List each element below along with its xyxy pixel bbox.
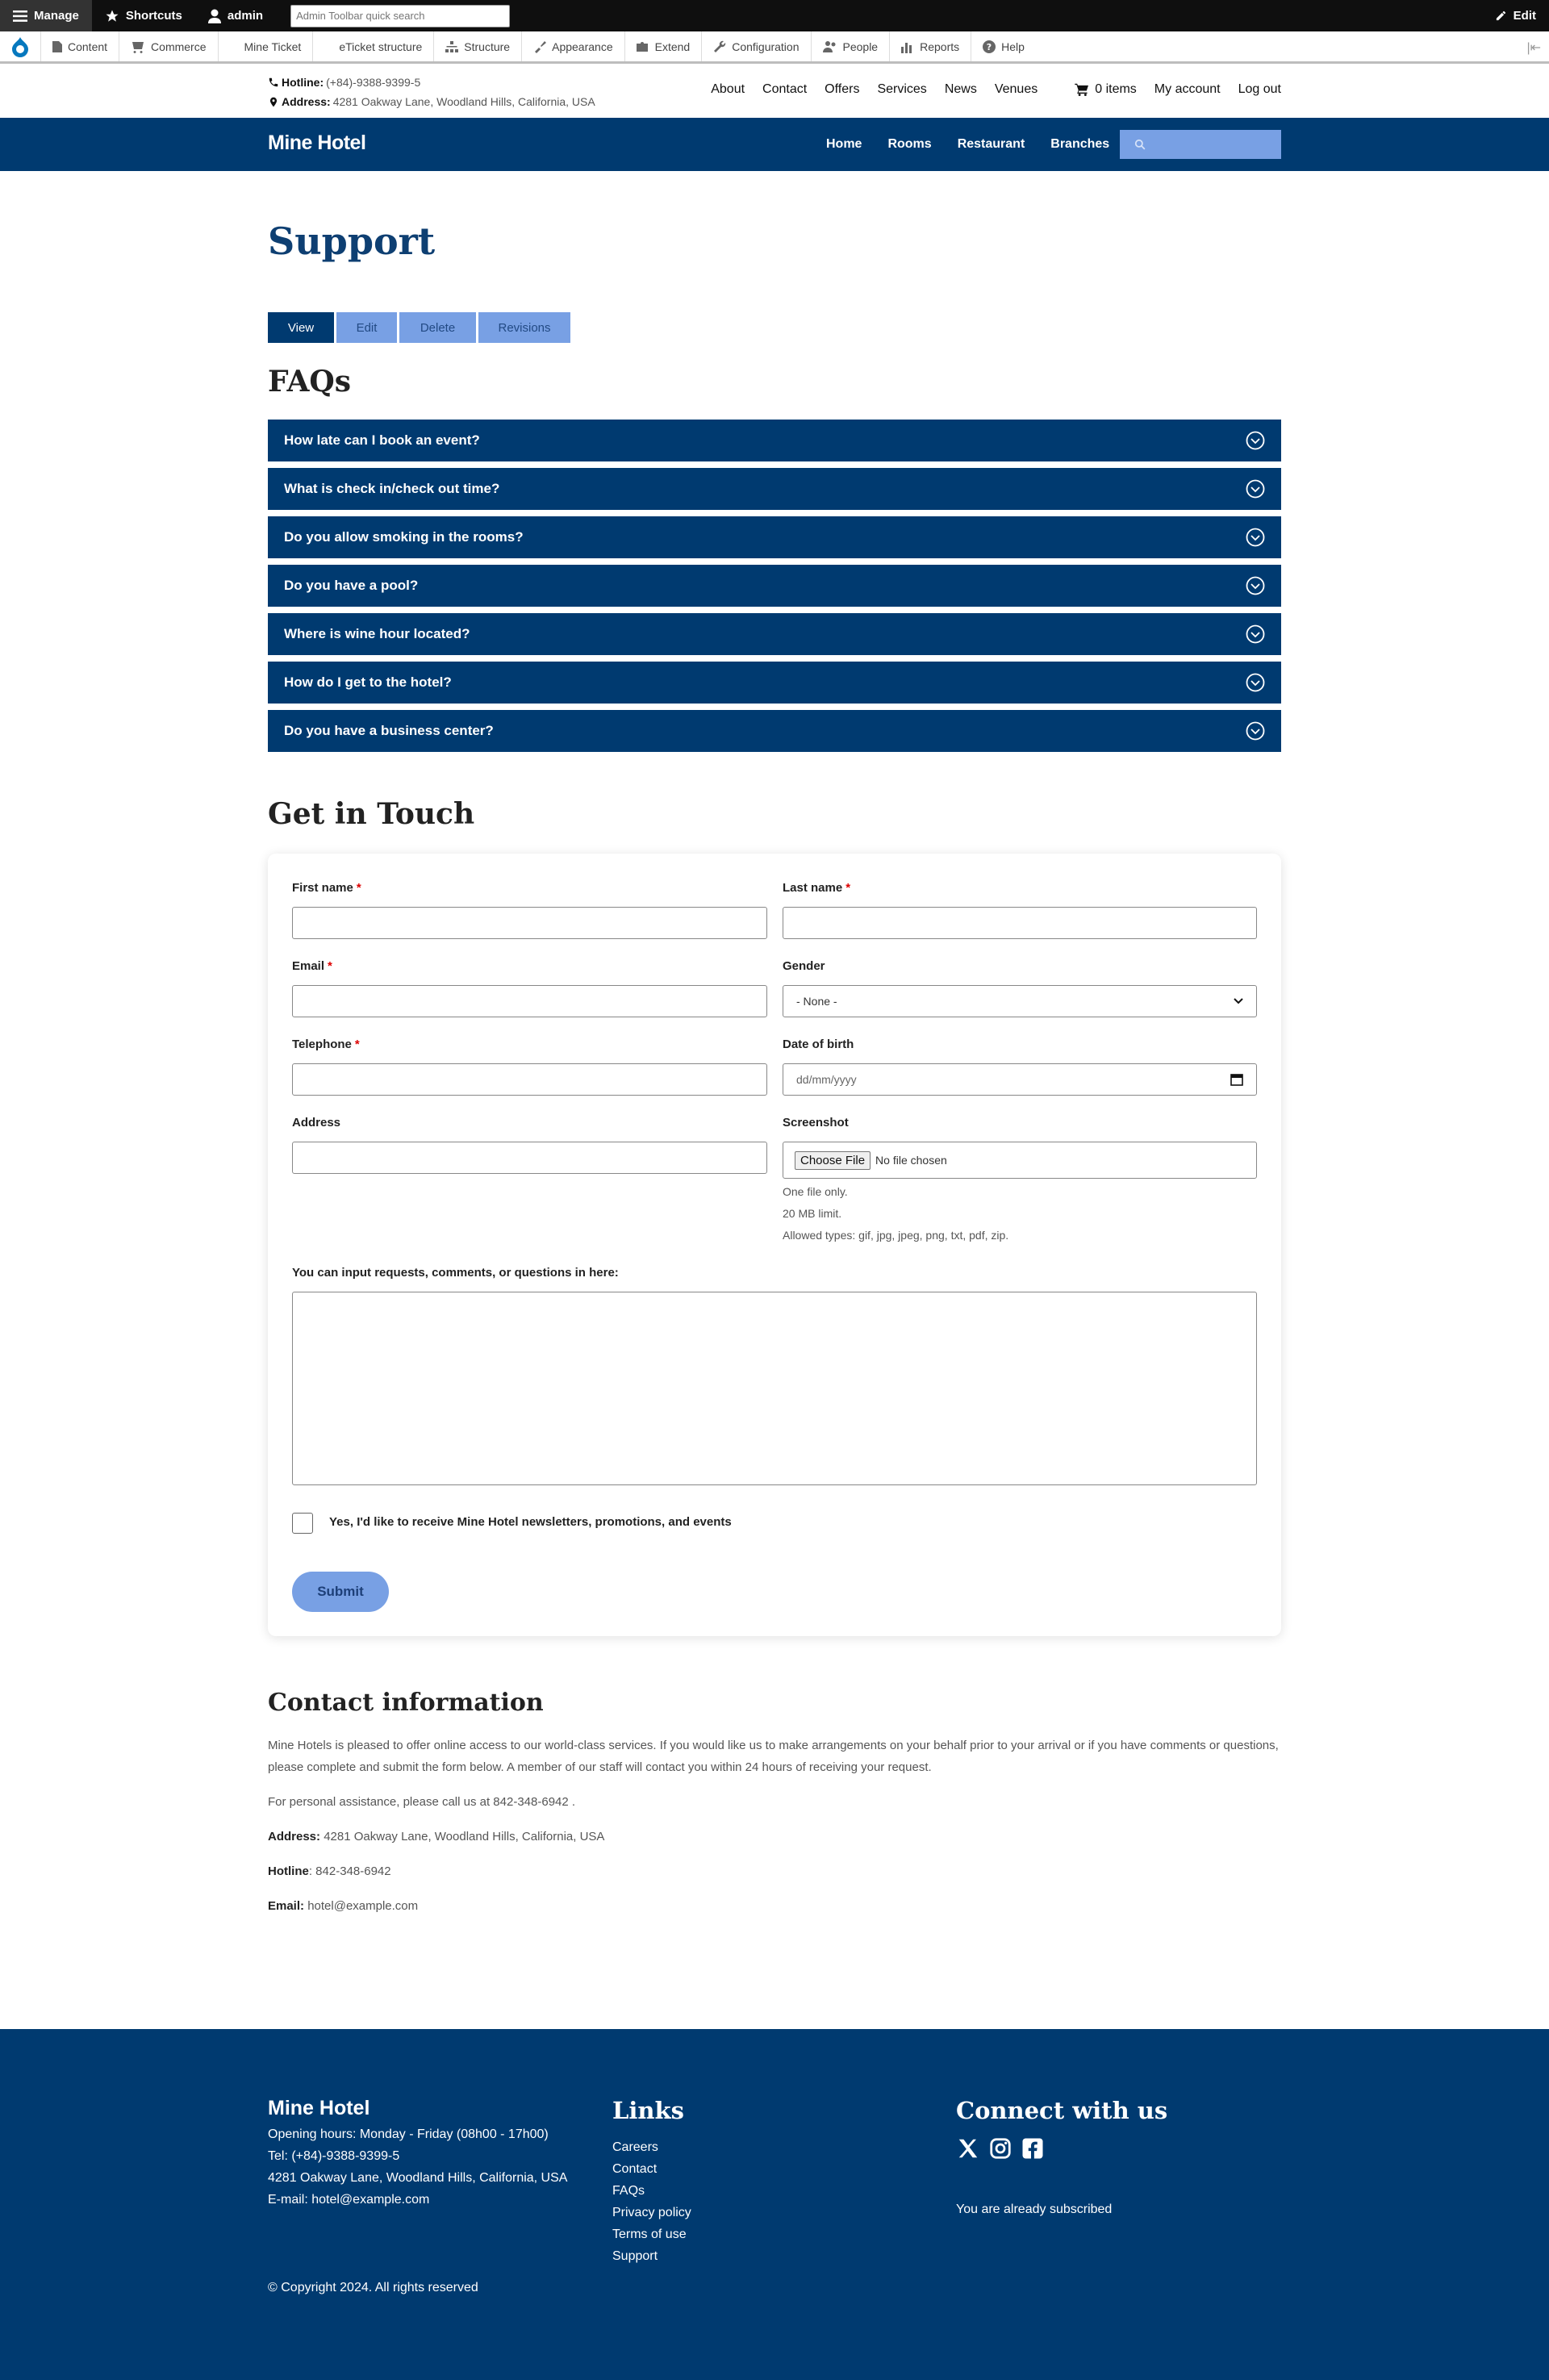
footer-brand: Mine Hotel (268, 2097, 370, 2119)
faq-item[interactable] (268, 710, 1281, 752)
top-nav-services[interactable]: Services (877, 82, 927, 96)
x-icon[interactable] (956, 2136, 980, 2161)
tray-label: Extend (654, 40, 691, 53)
shortcuts-menu[interactable] (92, 0, 195, 31)
label-text: Telephone (292, 1038, 352, 1051)
faq-question: Do you have a business center? (284, 723, 494, 738)
comments-label: You can input requests, comments, or questions in here: (292, 1266, 619, 1280)
tray-item-eticket-structure[interactable] (312, 31, 433, 61)
cart-icon (1075, 83, 1089, 96)
contact-email-label: Email: (268, 1899, 305, 1913)
address-label: Address (292, 1116, 341, 1129)
commerce-icon (131, 40, 145, 53)
main-nav (0, 118, 1549, 171)
faq-question: How do I get to the hotel? (284, 674, 452, 690)
manage-menu[interactable] (0, 0, 92, 31)
instagram-icon[interactable] (988, 2136, 1012, 2161)
contact-address-label: Address: (268, 1830, 321, 1843)
required-marker: * (845, 881, 851, 895)
footer-line: 4281 Oakway Lane, Woodland Hills, California, USA (268, 2171, 568, 2185)
top-nav-offers[interactable]: Offers (825, 82, 860, 96)
chevron-down-icon (1246, 624, 1265, 644)
puzzle-icon (637, 40, 649, 53)
shortcuts-label: Shortcuts (125, 9, 182, 23)
tray-item-content[interactable] (40, 31, 119, 61)
admin-tray (0, 31, 1549, 64)
faq-question: What is check in/check out time? (284, 481, 500, 496)
tray-label: Content (68, 40, 108, 53)
address-field[interactable] (292, 1142, 767, 1174)
comments-textarea[interactable] (292, 1292, 1257, 1485)
tray-label: Configuration (732, 40, 800, 53)
hotline-label: Hotline: (282, 76, 324, 89)
user-label: admin (227, 9, 264, 23)
admin-search-input[interactable] (290, 5, 510, 27)
faq-question: How late can I book an event? (284, 432, 480, 448)
tab-edit[interactable]: Edit (336, 312, 397, 343)
required-marker: * (354, 1038, 360, 1051)
contact-assist: For personal assistance, please call us at 842-348-6942 . (268, 1795, 576, 1809)
top-nav (711, 82, 1281, 97)
phone-icon (268, 77, 279, 88)
gender-label: Gender (783, 959, 825, 973)
search-icon (1134, 139, 1146, 150)
tray-label: Structure (464, 40, 511, 53)
chevron-down-icon (1246, 576, 1265, 595)
gender-value: - None - (796, 995, 837, 1008)
footer-link-privacy[interactable]: Privacy policy (612, 2206, 691, 2219)
tray-label: Reports (920, 40, 960, 53)
submit-button[interactable]: Submit (292, 1572, 389, 1612)
tray-item-commerce[interactable] (119, 31, 217, 61)
first-name-label (292, 881, 361, 895)
faqs-heading: FAQs (268, 365, 352, 399)
social-links (956, 2136, 1045, 2161)
drupal-logo-icon[interactable] (0, 31, 40, 61)
contact-intro: Mine Hotels is pleased to offer online access to our world-class services. If you would like us to make arrangements on your behalf prior to your arrival or if you have comments or questions, please complete and submit the form below. A member of our staff will contact you within 24 hours of receiving your request. (268, 1739, 1279, 1774)
edit-label: Edit (1513, 9, 1536, 23)
label-text: Email (292, 959, 325, 973)
admin-toolbar (0, 0, 1549, 31)
contact-form (268, 854, 1281, 1636)
faq-item[interactable] (268, 565, 1281, 607)
contact-hotline-value: : 842-348-6942 (308, 1864, 391, 1878)
faq-item[interactable] (268, 516, 1281, 558)
footer-link-contact[interactable]: Contact (612, 2162, 658, 2176)
tray-item-structure[interactable] (433, 31, 521, 61)
tray-item-configuration[interactable] (701, 31, 810, 61)
footer-contact (268, 2123, 567, 2211)
chevron-down-icon (1234, 998, 1243, 1004)
site-footer (0, 2029, 1549, 2380)
tray-item-mine-ticket[interactable] (218, 31, 313, 61)
wrench-icon (713, 40, 726, 53)
tray-label: eTicket structure (339, 40, 423, 53)
tray-label: Help (1001, 40, 1025, 53)
contact-email-value[interactable]: hotel@example.com (307, 1899, 419, 1913)
pencil-icon (1495, 10, 1507, 22)
required-marker: * (356, 881, 361, 895)
tab-revisions[interactable]: Revisions (478, 312, 570, 343)
footer-line: Tel: (+84)-9388-9399-5 (268, 2149, 400, 2163)
footer-link-terms[interactable]: Terms of use (612, 2228, 687, 2241)
help-line: One file only. (783, 1185, 848, 1198)
main-nav-home[interactable]: Home (826, 137, 862, 151)
copyright: © Copyright 2024. All rights reserved (268, 2281, 478, 2294)
calendar-icon (1230, 1073, 1243, 1086)
dob-label: Date of birth (783, 1038, 854, 1051)
my-account-link[interactable]: My account (1154, 82, 1221, 96)
tray-item-help[interactable] (971, 31, 1036, 61)
subscription-status: You are already subscribed (956, 2203, 1113, 2216)
main-nav-rooms[interactable]: Rooms (887, 137, 932, 151)
label-text: First name (292, 881, 353, 895)
faq-question: Do you have a pool? (284, 578, 419, 593)
faq-accordion (268, 420, 1281, 758)
tab-delete[interactable]: Delete (399, 312, 476, 343)
footer-link-careers[interactable]: Careers (612, 2140, 658, 2154)
newsletter-label: Yes, I'd like to receive Mine Hotel newsletters, promotions, and events (329, 1515, 732, 1529)
top-nav-news[interactable]: News (944, 82, 977, 96)
main-nav-branches[interactable]: Branches (1050, 137, 1110, 151)
footer-connect-heading: Connect with us (956, 2097, 1168, 2124)
location-pin-icon (268, 96, 279, 108)
upload-help (783, 1181, 1008, 1246)
tray-label: Commerce (151, 40, 207, 53)
logout-link[interactable]: Log out (1238, 82, 1281, 96)
top-nav-about[interactable]: About (711, 82, 745, 96)
faq-item[interactable] (268, 420, 1281, 461)
info-bar (0, 66, 1549, 118)
tray-collapse-icon[interactable]: |⇤ (1526, 41, 1541, 55)
main-nav-links (826, 118, 1109, 171)
help-line: 20 MB limit. (783, 1207, 842, 1220)
faq-item[interactable] (268, 662, 1281, 704)
brush-icon (533, 40, 546, 53)
chevron-down-icon (1246, 479, 1265, 499)
address-label: Address: (282, 95, 331, 108)
hamburger-icon (13, 10, 27, 22)
tray-item-people[interactable] (811, 31, 890, 61)
faq-question: Do you allow smoking in the rooms? (284, 529, 524, 545)
get-in-touch-heading: Get in Touch (268, 797, 475, 831)
tray-item-appearance[interactable] (521, 31, 624, 61)
cart-label: 0 items (1095, 82, 1137, 96)
top-nav-contact[interactable]: Contact (762, 82, 808, 96)
chevron-down-icon (1246, 721, 1265, 741)
tray-label: People (842, 40, 879, 53)
footer-links (612, 2136, 691, 2267)
faq-item[interactable] (268, 468, 1281, 510)
contact-email (268, 1895, 1281, 1917)
contact-summary (268, 73, 595, 111)
help-line: Allowed types: gif, jpg, jpeg, png, txt, pdf, zip. (783, 1229, 1009, 1242)
tray-label: Appearance (552, 40, 613, 53)
first-name-field[interactable] (292, 907, 767, 939)
screenshot-label: Screenshot (783, 1116, 849, 1129)
contact-hotline-label: Hotline (268, 1864, 309, 1878)
footer-links-heading: Links (612, 2097, 684, 2124)
dob-field[interactable] (783, 1063, 1257, 1096)
chevron-down-icon (1246, 673, 1265, 692)
address-value: 4281 Oakway Lane, Woodland Hills, California, USA (332, 95, 595, 108)
telephone-label (292, 1038, 360, 1051)
faq-question: Where is wine hour located? (284, 626, 470, 641)
user-menu[interactable] (195, 0, 276, 31)
faq-item[interactable] (268, 613, 1281, 655)
footer-line: E-mail: hotel@example.com (268, 2193, 430, 2207)
choose-file-button[interactable]: Choose File (795, 1151, 871, 1170)
contact-hotline (268, 1860, 1281, 1882)
help-icon (983, 40, 996, 53)
newsletter-checkbox[interactable] (292, 1513, 313, 1534)
svg-text:?: ? (986, 41, 992, 52)
screenshot-upload[interactable] (783, 1142, 1257, 1179)
contact-info-heading: Contact information (268, 1689, 544, 1717)
footer-link-support[interactable]: Support (612, 2249, 658, 2263)
people-icon (823, 40, 837, 53)
dob-placeholder: dd/mm/yyyy (796, 1073, 857, 1086)
cart-link[interactable] (1075, 82, 1137, 97)
footer-line: Opening hours: Monday - Friday (08h00 - 17h00) (268, 2127, 549, 2141)
edit-toggle[interactable] (1495, 0, 1536, 31)
top-nav-venues[interactable]: Venues (994, 82, 1038, 96)
chevron-down-icon (1246, 431, 1265, 450)
tray-item-extend[interactable] (624, 31, 702, 61)
no-file-text: No file chosen (875, 1154, 947, 1167)
bar-chart-icon (901, 40, 914, 53)
required-marker: * (328, 959, 332, 973)
telephone-field[interactable] (292, 1063, 767, 1096)
contact-address (268, 1826, 1281, 1848)
facebook-icon[interactable] (1021, 2136, 1045, 2161)
main-nav-restaurant[interactable]: Restaurant (957, 137, 1025, 151)
star-icon (105, 9, 119, 23)
chevron-down-icon (1246, 528, 1265, 547)
user-icon (208, 9, 221, 23)
manage-label: Manage (34, 9, 79, 23)
tray-label: Mine Ticket (244, 40, 302, 53)
tray-item-reports[interactable] (889, 31, 971, 61)
site-search-input[interactable] (1120, 130, 1281, 159)
page-title: Support (268, 219, 436, 263)
label-text: Last name (783, 881, 843, 895)
contact-address-value: 4281 Oakway Lane, Woodland Hills, California, USA (324, 1830, 605, 1843)
document-icon (52, 41, 62, 52)
last-name-label (783, 881, 850, 895)
local-tabs (268, 312, 570, 343)
footer-link-faqs[interactable]: FAQs (612, 2184, 645, 2198)
site-brand[interactable]: Mine Hotel (268, 132, 366, 154)
email-label (292, 959, 332, 973)
structure-icon (445, 41, 458, 52)
email-field[interactable] (292, 985, 767, 1017)
hotline-value: (+84)-9388-9399-5 (326, 76, 421, 89)
tab-view[interactable]: View (268, 312, 334, 343)
last-name-field[interactable] (783, 907, 1257, 939)
gender-select[interactable] (783, 985, 1257, 1017)
